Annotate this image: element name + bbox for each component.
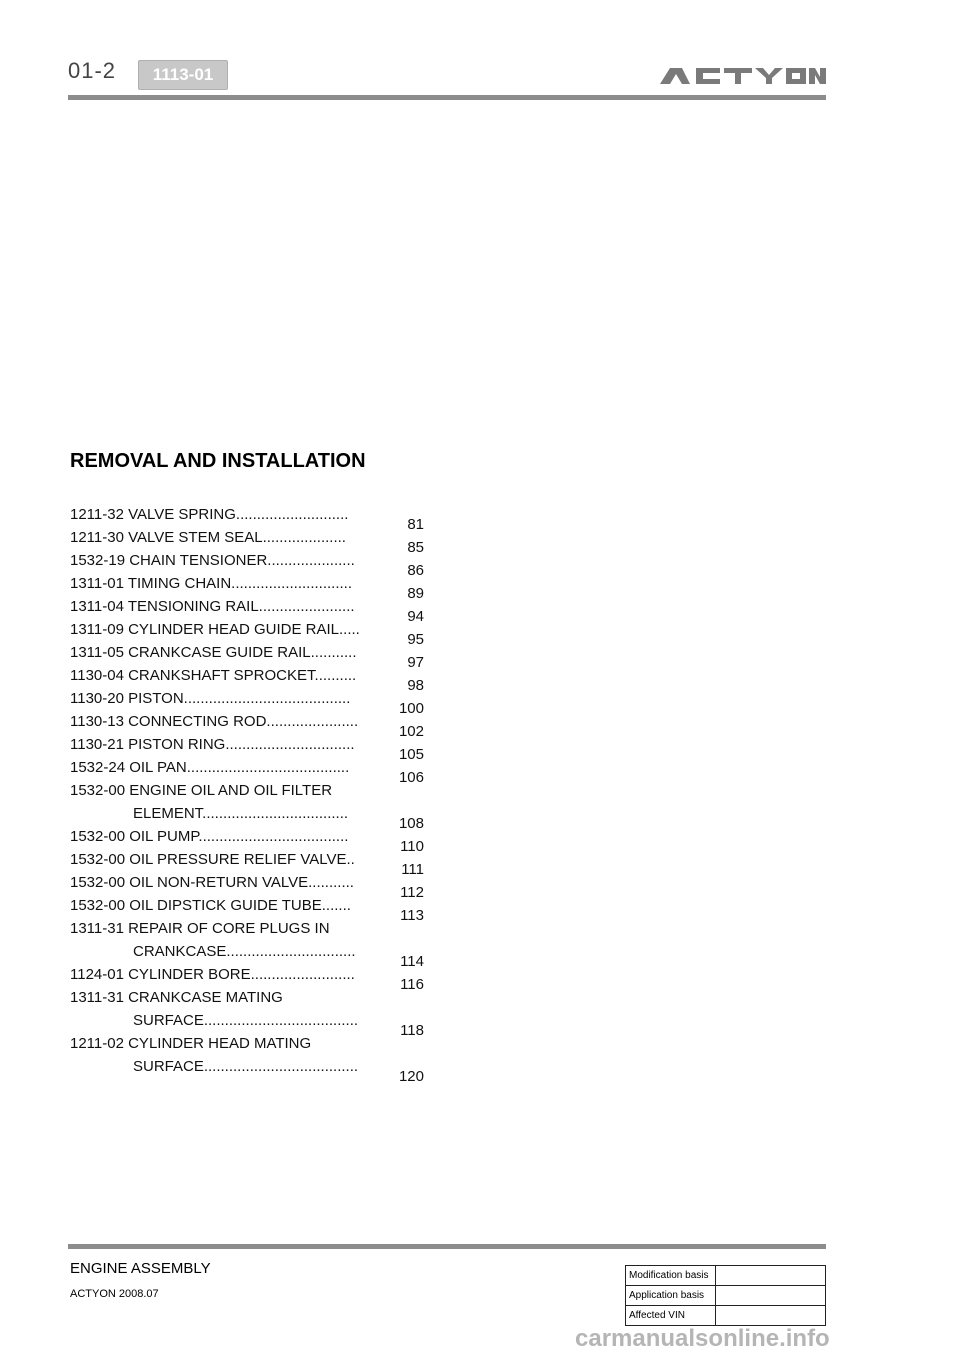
toc-page-number: 95 (407, 631, 424, 648)
toc-entry[interactable] (70, 871, 430, 901)
toc-page-number: 102 (398, 723, 424, 740)
toc-page-number: 111 (401, 861, 424, 878)
toc-entry[interactable] (70, 917, 430, 970)
table-row (626, 1306, 826, 1326)
toc-page-number: 120 (398, 1068, 424, 1085)
toc-page-number: 98 (407, 677, 424, 694)
toc-page-number: 105 (398, 746, 424, 763)
toc-entry[interactable] (70, 986, 430, 1039)
toc-entry-text: 1311-01 TIMING CHAIN............................. (70, 575, 353, 592)
toc-entry[interactable] (70, 503, 430, 533)
toc-page-number: 106 (398, 769, 424, 786)
toc-entry-text: 1532-00 OIL PUMP.................................... (70, 828, 349, 845)
toc-page-number: 97 (407, 654, 424, 671)
affected-vin-value (716, 1306, 826, 1326)
toc-entry-text-continued: ELEMENT................................... (133, 805, 349, 822)
toc-entry[interactable] (70, 756, 430, 786)
actyon-logo-icon (660, 66, 826, 86)
toc-entry-text: 1532-00 OIL PRESSURE RELIEF VALVE.. (70, 851, 355, 868)
modification-table (625, 1265, 826, 1326)
watermark: carmanualsonline.info (575, 1325, 830, 1352)
toc-page-number: 112 (400, 884, 424, 901)
toc-entry[interactable] (70, 595, 430, 625)
table-of-contents (70, 503, 430, 1085)
footer-edition: ACTYON 2008.07 (70, 1288, 159, 1300)
toc-page-number: 114 (400, 953, 424, 970)
toc-page-number: 110 (400, 838, 424, 855)
application-basis-label: Application basis (626, 1286, 716, 1306)
toc-entry-text: 1130-21 PISTON RING............................... (70, 736, 355, 753)
toc-entry-text: 1532-19 CHAIN TENSIONER..................... (70, 552, 355, 569)
toc-entry-text: 1211-02 CYLINDER HEAD MATING (70, 1035, 312, 1052)
table-row (626, 1266, 826, 1286)
toc-page-number: 81 (407, 516, 424, 533)
toc-page-number: 86 (407, 562, 424, 579)
toc-entry[interactable] (70, 963, 430, 993)
toc-entry[interactable] (70, 664, 430, 694)
header-rule (68, 95, 826, 100)
toc-entry[interactable] (70, 526, 430, 556)
toc-entry-text-continued: SURFACE..................................... (133, 1058, 359, 1075)
toc-entry-text: 1211-30 VALVE STEM SEAL.................... (70, 529, 346, 546)
toc-entry[interactable] (70, 825, 430, 855)
toc-entry-text: 1130-04 CRANKSHAFT SPROCKET.......... (70, 667, 357, 684)
toc-page-number: 108 (398, 815, 424, 832)
toc-page-number: 94 (407, 608, 424, 625)
toc-entry-text: 1311-04 TENSIONING RAIL....................... (70, 598, 355, 615)
toc-entry[interactable] (70, 549, 430, 579)
toc-entry-text: 1124-01 CYLINDER BORE......................... (70, 966, 355, 983)
application-basis-value (716, 1286, 826, 1306)
footer-rule (68, 1244, 826, 1249)
toc-entry[interactable] (70, 572, 430, 602)
toc-entry-text-continued: SURFACE..................................... (133, 1012, 359, 1029)
toc-page-number: 85 (407, 539, 424, 556)
toc-entry-text: 1311-31 REPAIR OF CORE PLUGS IN (70, 920, 330, 937)
footer-title: ENGINE ASSEMBLY (70, 1260, 211, 1277)
toc-entry[interactable] (70, 641, 430, 671)
section-code-badge: 1113-01 (138, 60, 228, 90)
toc-entry[interactable] (70, 848, 430, 878)
toc-entry-text: 1130-13 CONNECTING ROD...................... (70, 713, 359, 730)
toc-entry-text: 1532-00 OIL NON-RETURN VALVE........... (70, 874, 354, 891)
toc-entry[interactable] (70, 894, 430, 924)
section-title: REMOVAL AND INSTALLATION (70, 450, 366, 472)
toc-page-number: 116 (400, 976, 424, 993)
toc-entry-text: 1130-20 PISTON........................................ (70, 690, 351, 707)
toc-entry-text: 1211-32 VALVE SPRING........................... (70, 506, 349, 523)
toc-entry-text-continued: CRANKCASE............................... (133, 943, 356, 960)
modification-basis-value (716, 1266, 826, 1286)
toc-entry[interactable] (70, 710, 430, 740)
toc-entry[interactable] (70, 1032, 430, 1085)
toc-entry[interactable] (70, 687, 430, 717)
toc-page-number: 89 (407, 585, 424, 602)
toc-entry-text: 1311-31 CRANKCASE MATING (70, 989, 283, 1006)
toc-page-number: 113 (400, 907, 424, 924)
affected-vin-label: Affected VIN (626, 1306, 716, 1326)
toc-page-number: 118 (400, 1022, 424, 1039)
toc-entry[interactable] (70, 779, 430, 832)
toc-entry-text: 1532-00 OIL DIPSTICK GUIDE TUBE....... (70, 897, 351, 914)
toc-entry-text: 1311-05 CRANKCASE GUIDE RAIL........... (70, 644, 357, 661)
toc-entry[interactable] (70, 733, 430, 763)
brand-logo (660, 66, 826, 91)
page-number: 01-2 (68, 58, 117, 83)
toc-entry-text: 1311-09 CYLINDER HEAD GUIDE RAIL..... (70, 621, 360, 638)
table-row (626, 1286, 826, 1306)
toc-entry[interactable] (70, 618, 430, 648)
modification-basis-label: Modification basis (626, 1266, 716, 1286)
toc-page-number: 100 (398, 700, 424, 717)
toc-entry-text: 1532-24 OIL PAN....................................... (70, 759, 350, 776)
toc-entry-text: 1532-00 ENGINE OIL AND OIL FILTER (70, 782, 333, 799)
